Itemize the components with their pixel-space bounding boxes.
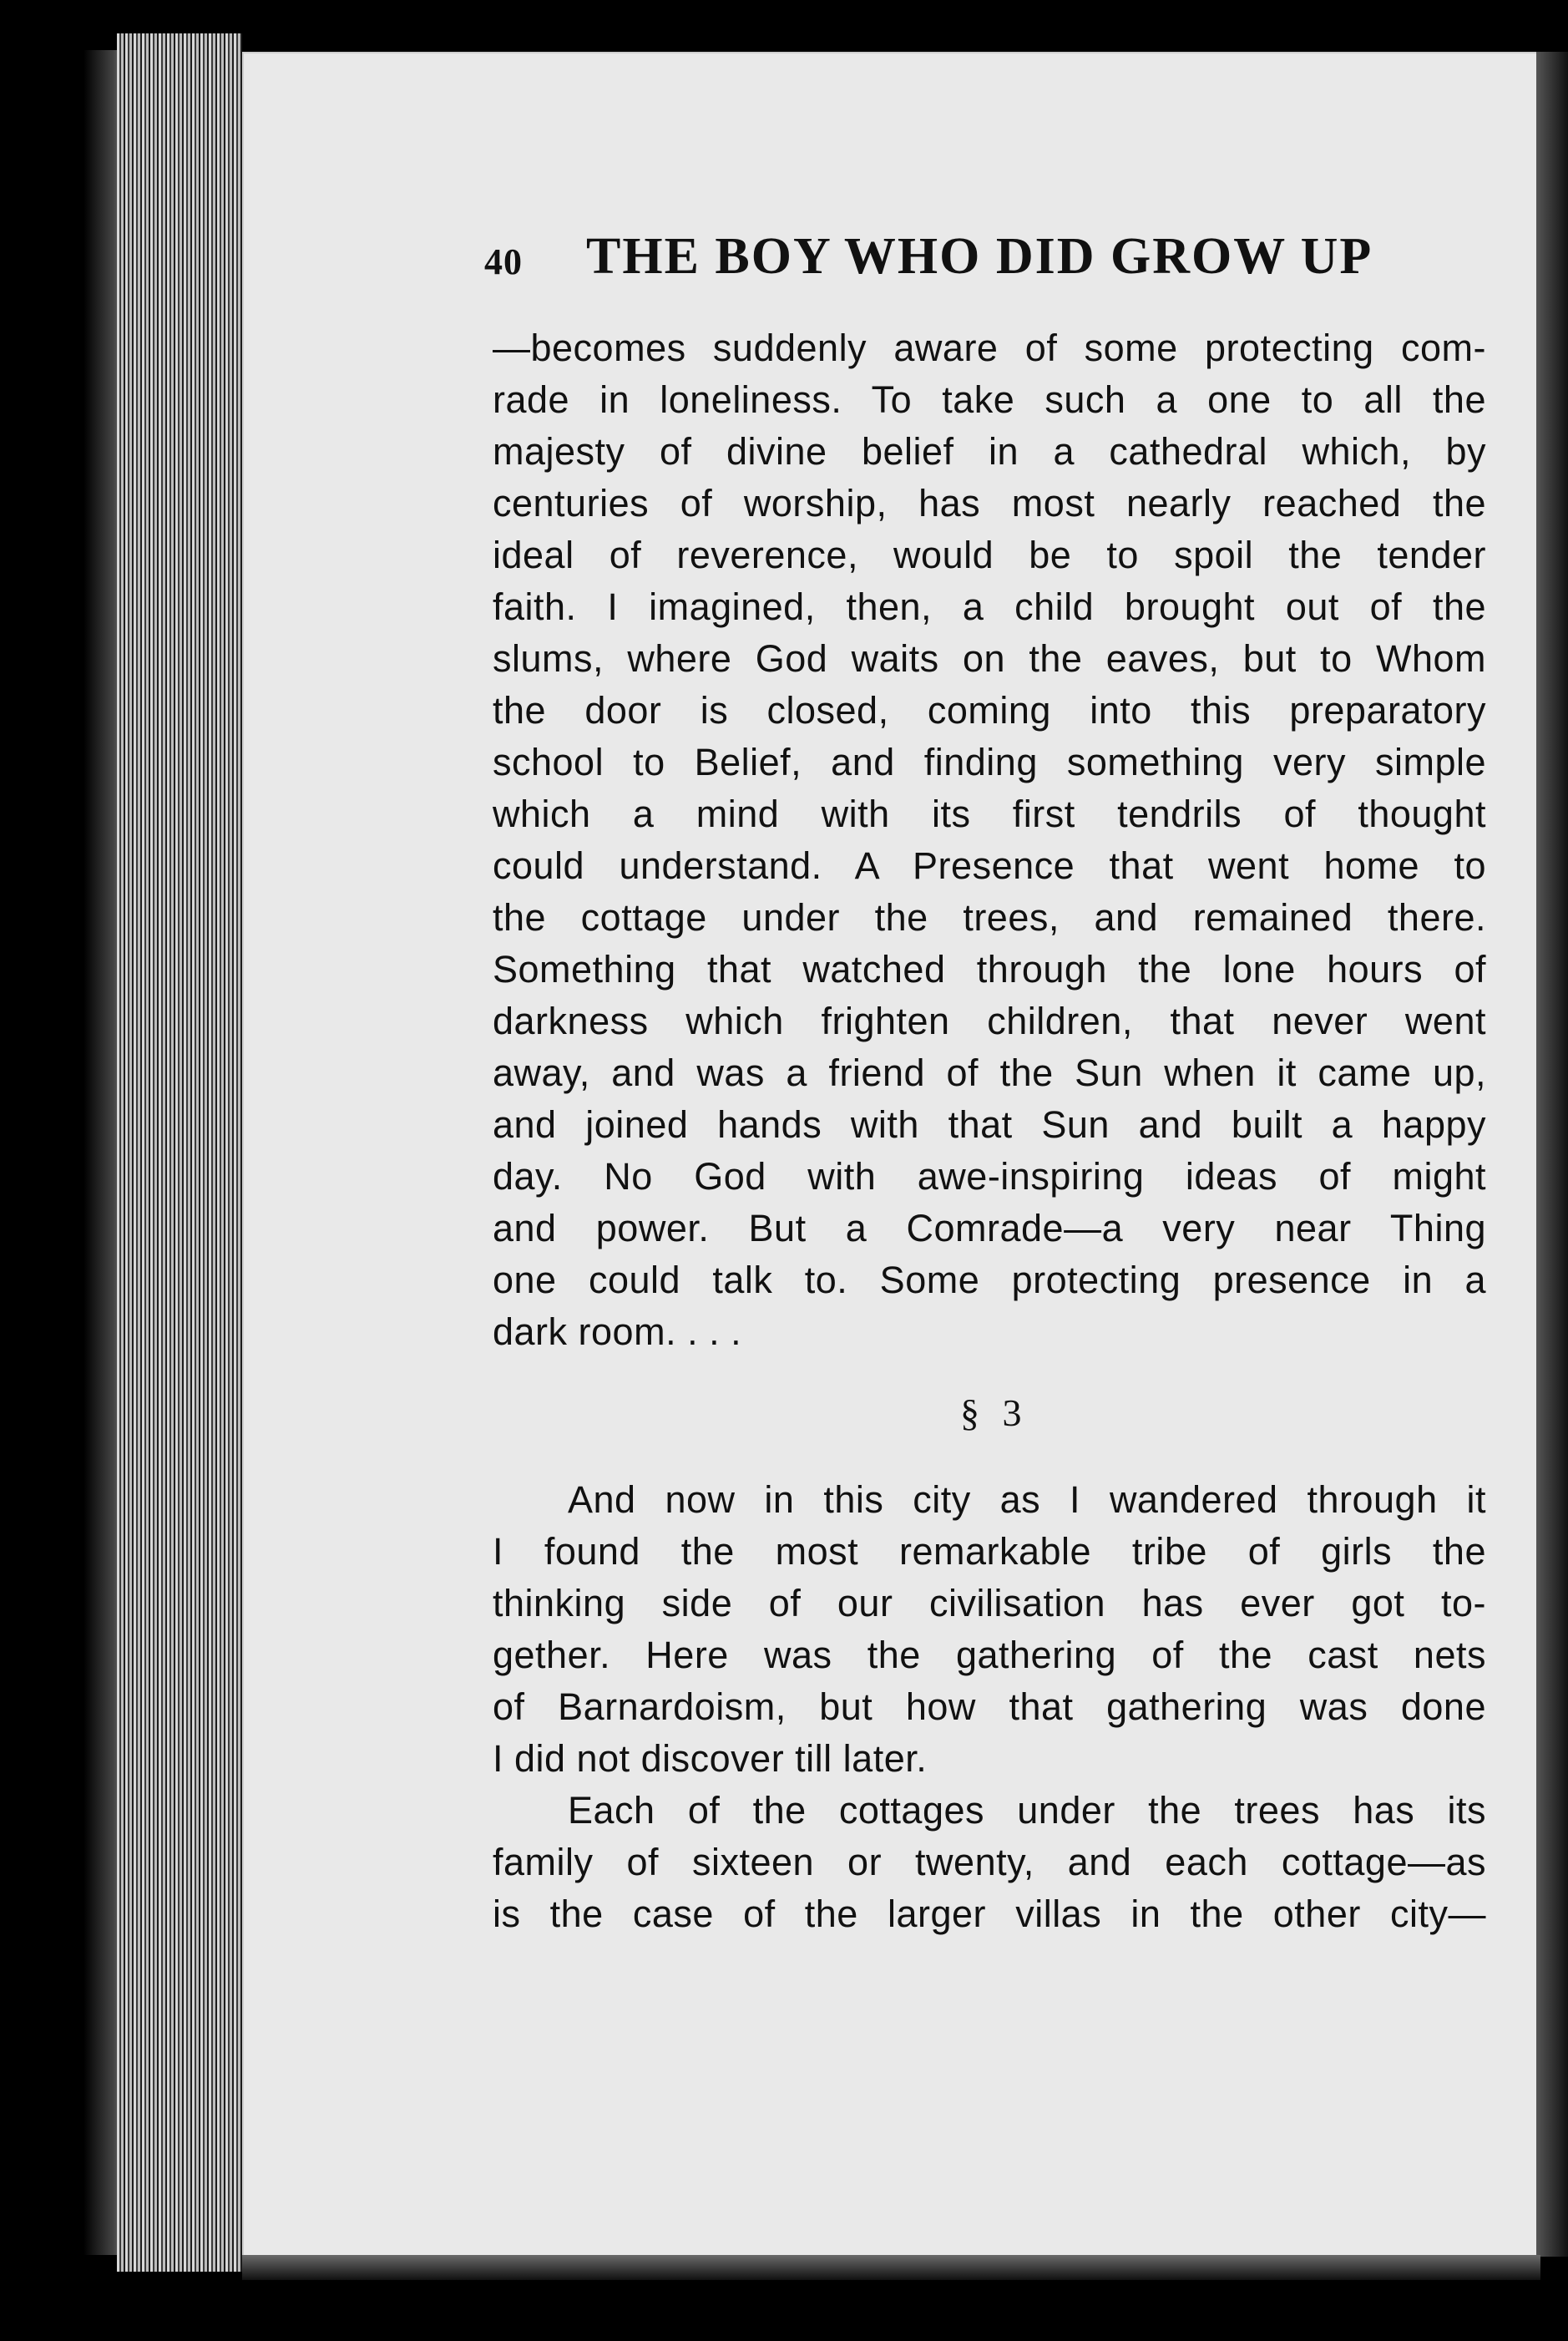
page-right-edge: [1536, 52, 1568, 2257]
text-line: away, and was a friend of the Sun when it came up,: [493, 1051, 1486, 1094]
page-bottom-edge: [242, 2255, 1540, 2280]
book-title: THE BOY WHO DID GROW UP: [586, 228, 1373, 285]
text-line: faith. I imagined, then, a child brought out of the: [493, 585, 1486, 628]
text-line: I did not discover till later.: [493, 1737, 928, 1780]
text-line: and joined hands with that Sun and built a happy: [493, 1103, 1486, 1146]
text-line: day. No God with awe-inspiring ideas of might: [493, 1155, 1486, 1198]
paragraph-1: [493, 322, 1486, 1358]
text-line: is the case of the larger villas in the other city—: [493, 1893, 1486, 1935]
text-line: I found the most remarkable tribe of girls the: [493, 1530, 1486, 1573]
page-edges: [117, 33, 242, 2272]
text-line: gether. Here was the gathering of the cast nets: [493, 1634, 1486, 1676]
text-line: which a mind with its first tendrils of thought: [493, 793, 1486, 835]
text-line: And now in this city as I wandered through it: [568, 1478, 1486, 1521]
text-line: Each of the cottages under the trees has its: [568, 1789, 1486, 1832]
section-heading: § 3: [960, 1391, 1029, 1434]
running-head: [484, 227, 1486, 294]
text-line: thinking side of our civilisation has ever got to-: [493, 1582, 1486, 1624]
text-line: family of sixteen or twenty, and each cottage—as: [493, 1841, 1486, 1883]
text-line: —becomes suddenly aware of some protecting com-: [493, 327, 1486, 369]
page-number: 40: [484, 241, 523, 282]
text-line: Something that watched through the lone hours of: [493, 948, 1486, 991]
paragraph-2: [493, 1474, 1486, 1785]
text-line: rade in loneliness. To take such a one to all the: [493, 378, 1486, 421]
text-line: dark room. . . .: [493, 1310, 742, 1353]
text-line: slums, where God waits on the eaves, but to Whom: [493, 637, 1486, 680]
text-line: centuries of worship, has most nearly reached the: [493, 482, 1486, 524]
text-line: ideal of reverence, would be to spoil the tender: [493, 534, 1486, 576]
paragraph-3: [493, 1785, 1486, 1940]
text-line: one could talk to. Some protecting presence in a: [493, 1259, 1486, 1301]
text-line: darkness which frighten children, that never went: [493, 1000, 1486, 1042]
text-line: and power. But a Comrade—a very near Thing: [493, 1207, 1486, 1249]
text-line: majesty of divine belief in a cathedral which, by: [493, 430, 1486, 473]
text-line: the door is closed, coming into this preparatory: [493, 689, 1486, 732]
text-line: the cottage under the trees, and remained there.: [493, 896, 1486, 939]
text-line: school to Belief, and finding something very simple: [493, 741, 1486, 783]
text-line: could understand. A Presence that went home to: [493, 844, 1486, 887]
text-line: of Barnardoism, but how that gathering was done: [493, 1685, 1486, 1728]
